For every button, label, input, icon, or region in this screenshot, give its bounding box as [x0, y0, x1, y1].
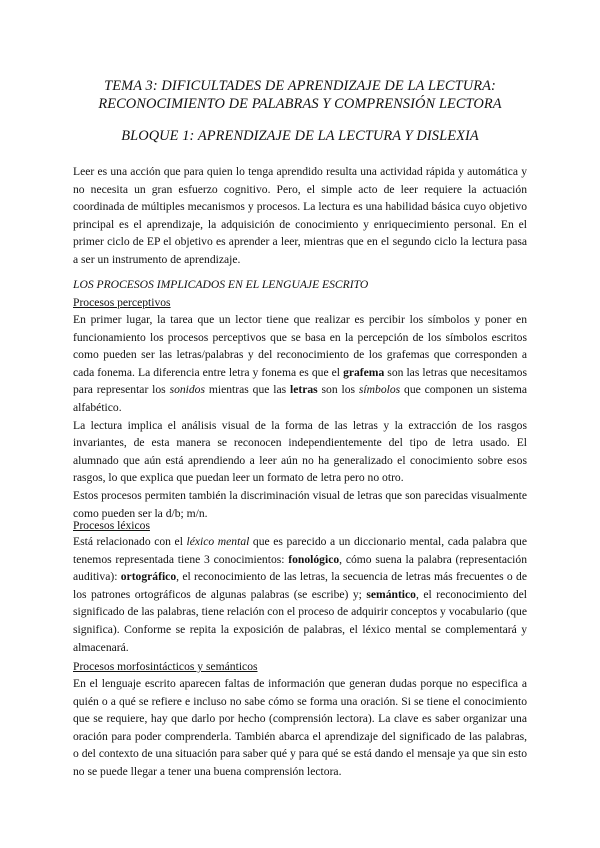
text-span: mientras que las: [205, 383, 290, 397]
lexicos-heading: Procesos léxicos: [73, 519, 150, 532]
document-title-line-2: RECONOCIMIENTO DE PALABRAS Y COMPRENSIÓN LECTORA: [98, 96, 502, 112]
emphasis-grafema: grafema: [343, 365, 385, 379]
document-title-line-1: TEMA 3: DIFICULTADES DE APRENDIZAJE DE LA LECTURA:: [104, 78, 496, 94]
text-span: son las letras que necesitamos para representar los: [73, 365, 527, 397]
intro-paragraph: [73, 163, 527, 269]
perceptivos-heading: Procesos perceptivos: [73, 296, 171, 309]
text-span: que es parecido a un diccionario mental, cada palabra que tenemos representada tiene 3 conocimientos:: [73, 535, 527, 566]
emphasis-ortografico: ortográfico: [120, 570, 177, 584]
emphasis-sonidos: sonidos: [169, 383, 205, 397]
emphasis-fonologico: fonológico: [288, 552, 340, 566]
intro-text: Leer es una acción que para quien lo tenga aprendido resulta una actividad rápida y automática y no necesita un gran esfuerzo cognitivo. Pero, el simple acto de leer requiere la actuación coordinada de múltiples mecanismos y procesos. La lectura es una habilidad básica cuyo objetivo principal es el aprendizaje, la adquisición de conocimiento y enriquecimiento personal. En el primer ciclo de EP el objetivo es aprender a leer, mientras que en el segundo ciclo la lectura pasa a ser un instrumento de aprendizaje.: [73, 165, 527, 266]
text-span: , el reconocimiento de las letras, la secuencia de letras más frecuentes o de los patrones ortográficos de algunas palabras (se escribe) y;: [73, 570, 527, 601]
emphasis-simbolos: símbolos: [358, 383, 401, 397]
perceptivos-paragraph-2: La lectura implica el análisis visual de la forma de las letras y la extracción de los rasgos invariantes, de esta manera se reconocen independientemente del tipo de letra usado. El alumnado que aún está aprendiendo a leer aún no ha generalizado el conocimiento sobre esos rasgos, lo que explica que puedan leer un formato de letra pero no otro.: [73, 418, 527, 485]
lexicos-paragraph: [73, 533, 527, 656]
text-span: son los: [317, 383, 359, 397]
text-span: Está relacionado con el: [73, 535, 187, 548]
text-span: , cómo suena la palabra (representación auditiva):: [73, 552, 527, 584]
emphasis-semantico: semántico: [366, 587, 416, 601]
perceptivos-body: [73, 311, 527, 522]
morfosintacticos-body: [73, 675, 527, 781]
perceptivos-paragraph-3: Estos procesos permiten también la discriminación visual de letras que son parecidas visualmente como pueden ser la d/b; m/n.: [73, 488, 527, 520]
morfosintacticos-paragraph: En el lenguaje escrito aparecen faltas de información que generan dudas porque no especifica a quién o a qué se refiere e incluso no sabe cómo se forma una oración. Si se tiene el conocimiento que se requiere, hay que darlo por hecho (comprensión lectora). La clave es saber organizar una oración para poder comprenderla. También abarca el aprendizaje del significado de las palabras, o del contexto de una situación para saber qué y para qué se está dando el mensaje ya que sin esto no se puede llegar a tener una buena comprensión lectora.: [73, 677, 527, 778]
perceptivos-paragraph-1: [73, 311, 527, 417]
morfosintacticos-heading: Procesos morfosintácticos y semánticos: [73, 660, 258, 673]
text-span: que componen un sistema alfabético.: [73, 383, 528, 414]
emphasis-letras: letras: [290, 383, 318, 397]
text-span: , el reconocimiento del significado de las palabras, tiene relación con el proceso de adquirir conceptos y vocabulario (que significa). Conforme se repita la exposición de palabras, el léxico mental se complementará y almacenará.: [73, 587, 527, 654]
block-title: BLOQUE 1: APRENDIZAJE DE LA LECTURA Y DISLEXIA: [121, 128, 479, 144]
lexicos-body: [73, 533, 527, 656]
emphasis-lexico-mental: léxico mental: [186, 535, 250, 548]
text-span: En primer lugar, la tarea que un lector tiene que realizar es percibir los símbolos y poner en funcionamiento los procesos perceptivos que se basa en la percepción de los símbolos escritos como pueden ser las letras/palabras y del reconocimiento de los grafemas que corresponden a cada fonema. La diferencia entre letra y fonema es que el: [73, 313, 527, 379]
section-heading: LOS PROCESOS IMPLICADOS EN EL LENGUAJE ESCRITO: [73, 278, 369, 291]
